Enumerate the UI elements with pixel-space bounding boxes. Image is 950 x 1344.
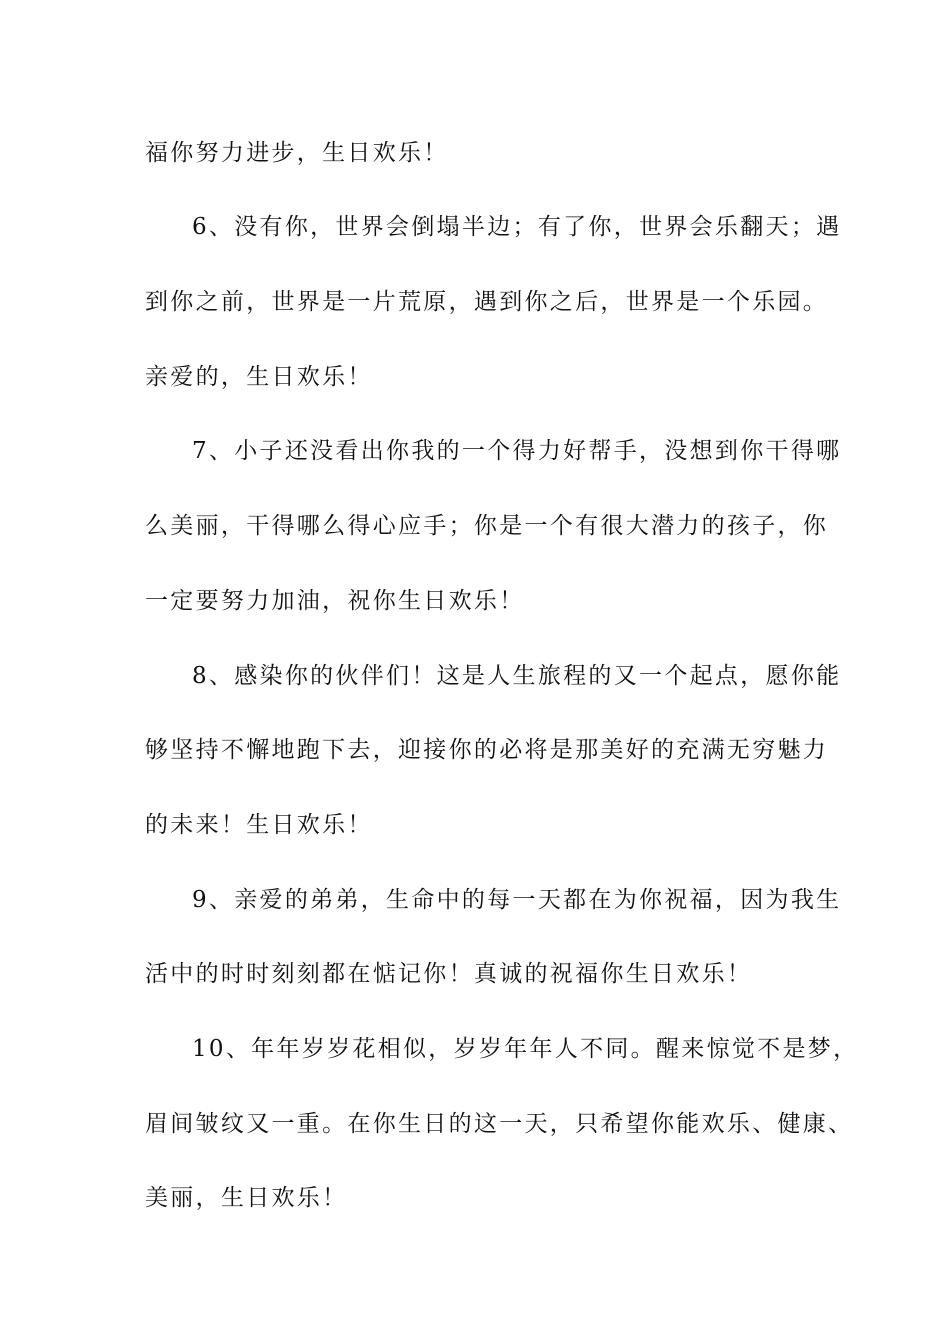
paragraph-line: 7、小子还没看出你我的一个得力好帮手，没想到你干得哪 bbox=[192, 438, 842, 464]
paragraph-line: 到你之前，世界是一片荒原，遇到你之后，世界是一个乐园。 bbox=[145, 289, 829, 315]
paragraph-line: 福你努力进步，生日欢乐！ bbox=[145, 140, 449, 166]
paragraph-line: 够坚持不懈地跑下去，迎接你的必将是那美好的充满无穷魅力 bbox=[145, 737, 829, 763]
paragraph-line: 的未来！生日欢乐！ bbox=[145, 812, 373, 838]
paragraph-line: 亲爱的，生日欢乐！ bbox=[145, 364, 373, 390]
paragraph-line: 眉间皱纹又一重。在你生日的这一天，只希望你能欢乐、健康、 bbox=[145, 1111, 854, 1137]
paragraph-line: 8、感染你的伙伴们！这是人生旅程的又一个起点，愿你能 bbox=[192, 663, 842, 689]
paragraph-line: 一定要努力加油，祝你生日欢乐！ bbox=[145, 588, 525, 614]
paragraph-line: 10、年年岁岁花相似，岁岁年年人不同。醒来惊觉不是梦， bbox=[192, 1036, 859, 1062]
paragraph-line: 6、没有你，世界会倒塌半边；有了你，世界会乐翻天；遇 bbox=[192, 214, 842, 240]
paragraph-line: 活中的时时刻刻都在惦记你！真诚的祝福你生日欢乐！ bbox=[145, 961, 753, 987]
paragraph-line: 美丽，生日欢乐！ bbox=[145, 1185, 348, 1211]
paragraph-line: 9、亲爱的弟弟，生命中的每一天都在为你祝福，因为我生 bbox=[192, 887, 842, 913]
paragraph-line: 么美丽，干得哪么得心应手；你是一个有很大潜力的孩子，你 bbox=[145, 513, 829, 539]
